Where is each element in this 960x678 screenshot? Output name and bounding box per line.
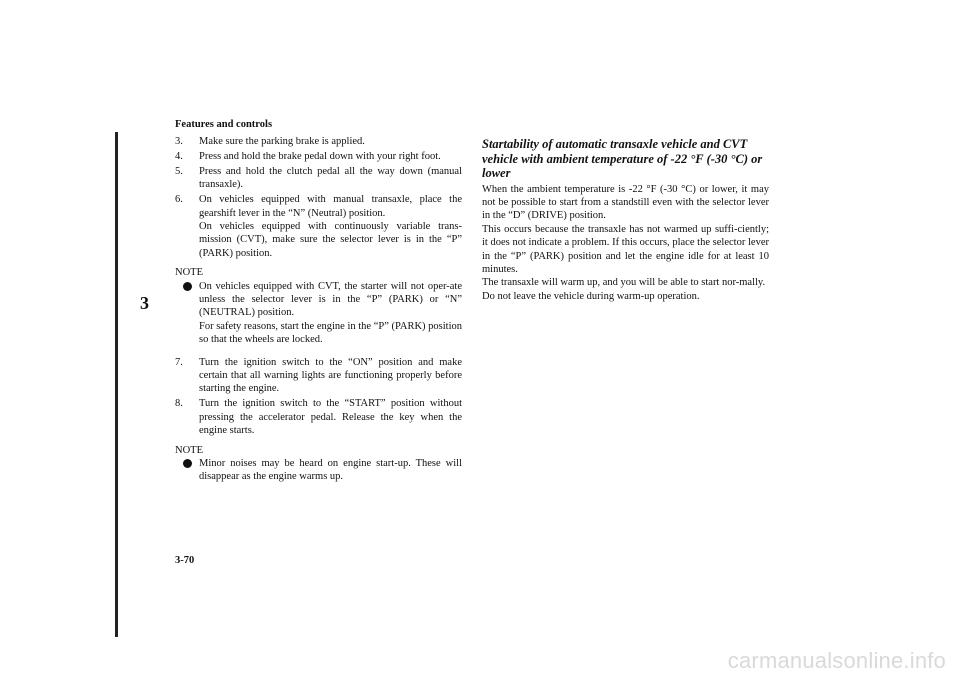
step-number: 6. xyxy=(175,194,183,206)
step-text: On vehicles equipped with manual transaxle, place the gearshift lever in the “N” (Neutral) position. xyxy=(199,194,462,219)
note-item xyxy=(175,457,462,484)
note-item xyxy=(175,280,462,347)
chapter-margin-rule xyxy=(115,132,118,637)
section-heading: Startability of automatic transaxle vehicle and CVT vehicle with ambient temperature of -22 °F (-30 °C) or lower xyxy=(482,137,763,180)
step-4 xyxy=(175,150,462,163)
step-7 xyxy=(175,356,462,396)
step-number: 4. xyxy=(175,150,183,162)
step-3 xyxy=(175,135,462,148)
step-5 xyxy=(175,165,462,192)
step-text: Turn the ignition switch to the “START” position without pressing the accelerator pedal. Release the key when the engine starts. xyxy=(199,398,462,437)
step-text: Make sure the parking brake is applied. xyxy=(199,136,365,147)
step-number: 7. xyxy=(175,356,183,368)
page-number: 3-70 xyxy=(175,555,195,566)
note-text: Minor noises may be heard on engine start-up. These will disappear as the engine warms up. xyxy=(199,457,462,483)
left-column xyxy=(175,135,462,493)
note-text: On vehicles equipped with CVT, the starter will not oper-ate unless the selector lever is in the “P” (PARK) or “N” (NEUTRAL) position. xyxy=(199,280,462,319)
step-text: Turn the ignition switch to the “ON” position and make certain that all warning lights are functioning properly before starting the engine. xyxy=(199,356,462,395)
step-number: 5. xyxy=(175,165,183,177)
step-6 xyxy=(175,193,462,260)
watermark: carmanualsonline.info xyxy=(727,648,946,673)
section-body: When the ambient temperature is -22 °F (-30 °C) or lower, it may not be possible to start from a standstill even with the selector lever in the “D” (DRIVE) position. This occurs because the transaxle has not warmed up suffi-ciently; it does not indicate a problem. If this occurs, place the selector lever in the “P” (PARK) position and let the engine idle for at least 10 minutes. The transaxle will warm up, and you will be able to start nor-mally. Do not leave the vehicle during warm-up operation. xyxy=(482,183,769,302)
note-label: NOTE xyxy=(175,444,203,456)
right-column xyxy=(482,135,769,303)
bullet-icon xyxy=(183,459,192,468)
note-text-continued: For safety reasons, start the engine in the “P” (PARK) position so that the wheels are locked. xyxy=(199,320,462,346)
step-8 xyxy=(175,397,462,437)
step-text-continued: On vehicles equipped with continuously variable trans-mission (CVT), make sure the selector lever is in the “P” (PARK) position. xyxy=(199,220,462,259)
chapter-number: 3 xyxy=(140,293,149,313)
bullet-icon xyxy=(183,282,192,291)
step-number: 3. xyxy=(175,136,183,147)
note-label: NOTE xyxy=(175,267,203,279)
step-text: Press and hold the clutch pedal all the way down (manual transaxle). xyxy=(199,165,462,191)
step-number: 8. xyxy=(175,398,183,410)
page-header-title: Features and controls xyxy=(175,119,273,130)
step-text: Press and hold the brake pedal down with your right foot. xyxy=(199,150,441,162)
